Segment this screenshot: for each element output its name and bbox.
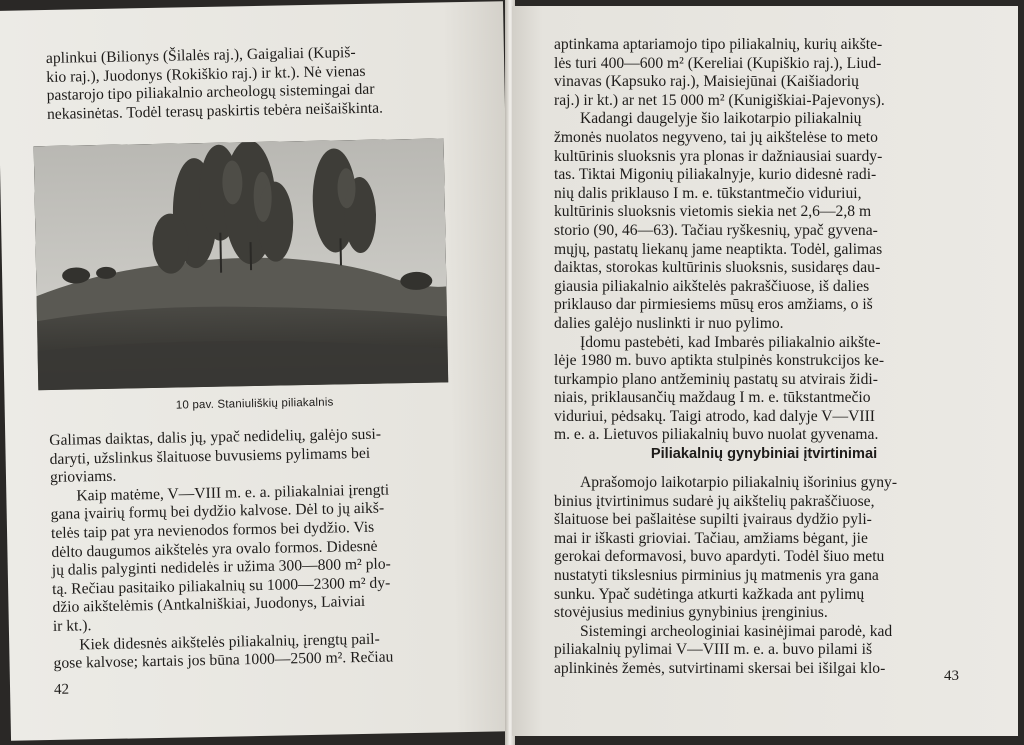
- hillfort-photo-illustration: [34, 138, 449, 390]
- text-line: gerokai deformavosi, buvo apardyti. Todėl šiuo metu: [554, 548, 885, 566]
- section-heading: Piliakalnių gynybiniai įtvirtinimai: [650, 446, 878, 462]
- text-line: kio raj.), Juodonys (Rokiškio raj.) ir kt.). Nė vienas: [46, 62, 366, 86]
- text-line: pastarojo tipo piliakalnio archeologų sistemingai dar: [46, 80, 375, 105]
- right-page: [512, 6, 1018, 736]
- text-line: binius įtvirtinimus sudarė jų aikštelių pakraščiuose,: [554, 492, 875, 510]
- text-line: piliakalnių pylimai V—VIII m. e. a. buvo pilami iš: [554, 641, 873, 659]
- text-line: viduriui, pėdsakų. Taigi atrodo, kad dalyje V—VIII: [554, 407, 875, 425]
- text-line: m. e. a. Lietuvos piliakalnių buvo nuolat gyvenama.: [554, 426, 879, 444]
- text-line: aptinkama aptariamojo tipo piliakalnių, kurių aikšte-: [554, 36, 883, 53]
- text-line: Sistemingi archeologiniai kasinėjimai parodė, kad: [580, 622, 893, 640]
- text-line: Kaip matėme, V—VIII m. e. a. piliakalniai įrengti: [76, 481, 390, 505]
- text-line: džio aikštelėmis (Antkalniškiai, Juodonys, Laiviai: [52, 593, 366, 617]
- text-line: vinavas (Kapsuko raj.), Maisiejūnai (Kaišiadorių: [554, 73, 859, 91]
- text-line: priklauso dar pirmiesiems mūsų eros amžiams, o iš: [554, 296, 873, 314]
- text-line: mųjų, pastatų liekanų jame neaptikta. Todėl, galimas: [554, 240, 883, 258]
- text-line: stovėjusius medinius gynybinius įrenginius.: [554, 604, 828, 622]
- page-number-right: 43: [944, 668, 959, 684]
- text-line: Aprašomojo laikotarpio piliakalnių išorinius gyny-: [580, 474, 898, 491]
- text-line: aplinkui (Bilionys (Šilalės raj.), Gaigaliai (Kupiš-: [45, 44, 356, 67]
- text-line: kultūrinis sluoksnis vietomis siekia net 2,6—2,8 m: [554, 203, 872, 221]
- text-line: lės turi 400—600 m² (Kereliai (Kupiškio raj.), Liud-: [554, 54, 882, 72]
- page-number-left: 42: [53, 681, 70, 698]
- text-line: tas. Tiktai Migonių piliakalnyje, kurio didesnė radi-: [554, 166, 877, 184]
- text-line: Kadangi daugelyje šio laikotarpio piliakalnių: [580, 110, 862, 128]
- text-line: turkampio plano antžeminių pastatų su atvirais židi-: [554, 370, 878, 388]
- left-top-paragraph: [46, 42, 475, 125]
- text-line: tą. Rečiau pasitaiko piliakalnių su 1000—2300 m² dy-: [51, 574, 391, 598]
- text-line: daiktas, storokas kultūrinis sluoksnis, susidaręs dau-: [554, 259, 881, 277]
- text-line: Įdomu pastebėti, kad Imbarės piliakalnio aikšte-: [580, 333, 881, 351]
- text-line: grioviams.: [49, 467, 117, 487]
- text-line: lėje 1980 m. buvo aptikta stulpinės konstrukcijos ke-: [554, 352, 885, 370]
- section-heading-wrapper: [554, 436, 974, 476]
- text-line: aplinkinės žemės, sutvirtinami skersai bei išilgai klo-: [554, 659, 886, 677]
- text-line: dalies galėjo nuslinkti ir nuo pylimo.: [554, 314, 784, 332]
- text-line: storio (90, 46—63). Tačiau ryškesnių, ypač gyvena-: [554, 221, 878, 239]
- text-line: nekasinėtas. Todėl terasų paskirtis tebėra neišaiškinta.: [46, 99, 384, 123]
- figure-caption: 10 pav. Staniuliškių piliakalnis: [175, 396, 334, 412]
- text-line: dėlto daugumos aikštelės yra ovalo formos. Didesnė: [51, 537, 378, 561]
- text-line: ir kt.).: [52, 617, 92, 635]
- text-line: Galimas daiktas, dalis jų, ypač nedidelių, galėjo susi-: [49, 425, 382, 449]
- text-line: šlaituose bei pašlaitėse supilti įvairaus dydžio pyli-: [554, 511, 872, 529]
- text-line: jų dalis palyginti nedidelės ir užima 300—800 m² plo-: [51, 555, 391, 580]
- text-line: telės taip pat yra nevienodos formos bei dydžio. Vis: [50, 518, 375, 542]
- left-bottom-paragraphs: [49, 424, 466, 674]
- right-top-paragraphs: [554, 36, 974, 445]
- text-line: kultūrinis sluoksnis yra plonas ir dažniausiai suardy-: [554, 147, 883, 165]
- text-line: žmonės nuolatos negyveno, tai jų aikštelėse to meto: [554, 128, 878, 146]
- left-page: [0, 1, 517, 741]
- text-line: niais, priklausančių maždaug I m. e. tūkstantmečio: [554, 389, 871, 407]
- text-line: gose kalvose; kartais jos būna 1000—2500 m². Rečiau: [53, 648, 394, 673]
- text-line: sunku. Ypač sudėtinga atkurti kažkada ant pylimų: [554, 585, 865, 603]
- text-line: gana įvairių formų bei dydžio kalvose. Dėl to jų aikš-: [50, 499, 385, 524]
- text-line: nių dalis priklauso I m. e. tūkstantmečio viduriui,: [554, 184, 862, 202]
- hillfort-photo: [34, 138, 449, 390]
- right-bottom-paragraphs: [554, 474, 974, 679]
- text-line: raj.) ir kt.) ar net 15 000 m² (Kunigiškiai-Pajevonys).: [554, 91, 885, 109]
- text-line: giausia piliakalnio aikštelės pakraščiuose, iš dalies: [554, 277, 870, 295]
- text-line: mai ir iškasti grioviai. Tačiau, amžiams bėgant, jie: [554, 529, 868, 547]
- text-line: daryti, užslinkus šlaituose buvusiems pylimams bei: [49, 444, 371, 468]
- text-line: Kiek didesnės aikštelės piliakalnių, įrengtų pail-: [79, 630, 380, 653]
- text-line: nustatyti tikslesnius pirminius jų matmenis yra gana: [554, 566, 879, 584]
